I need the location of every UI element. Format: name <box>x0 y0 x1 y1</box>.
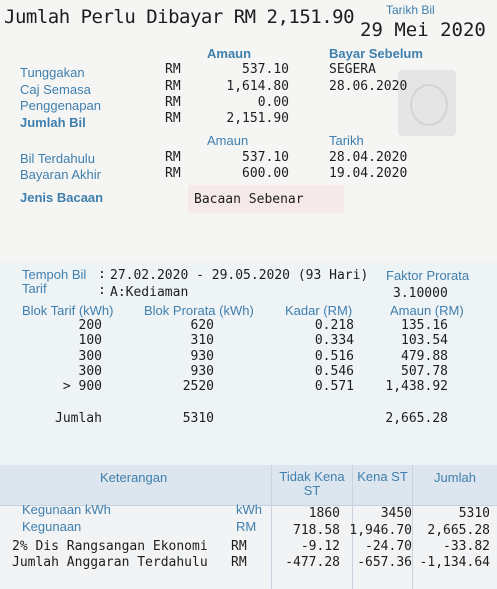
summary-label: Penggenapan <box>20 98 101 113</box>
history-date-header: Tarikh <box>329 133 364 148</box>
rate-rm: 0.516 <box>314 349 354 364</box>
prorata-value: 3.10000 <box>393 286 448 301</box>
tax-row-label: Kegunaan kWh <box>22 502 111 517</box>
taxable-value: 3450 <box>380 506 412 521</box>
block-tariff-kwh: 300 <box>78 349 102 364</box>
total-label: Jumlah <box>55 411 102 426</box>
rate-rm: 0.546 <box>314 364 354 379</box>
period-label: Tempoh Bil <box>22 267 87 282</box>
non-taxable-value: -9.12 <box>300 539 340 554</box>
block-prorata-kwh: 930 <box>190 364 214 379</box>
amount-rm: 507.78 <box>401 364 448 379</box>
history-date: 19.04.2020 <box>329 166 408 181</box>
currency: RM <box>165 166 181 181</box>
bill-date: 29 Mei 2020 <box>360 19 486 41</box>
pay-before-header: Bayar Sebelum <box>329 46 423 61</box>
currency: RM <box>165 62 181 77</box>
reading-type-label: Jenis Bacaan <box>20 190 104 205</box>
block-prorata-kwh: 620 <box>190 318 214 333</box>
taxable-value: -657.36 <box>357 555 412 570</box>
block-prorata-kwh: 310 <box>190 333 214 348</box>
rate-rm: 0.218 <box>314 318 354 333</box>
history-date: 28.04.2020 <box>329 150 408 165</box>
block-prorata-header: Blok Prorata (kWh) <box>144 303 254 318</box>
total-value: 5310 <box>458 506 490 521</box>
block-tariff-kwh: 300 <box>78 364 102 379</box>
non-taxable-value: 1860 <box>308 506 340 521</box>
summary-label: Jumlah Bil <box>20 115 86 130</box>
summary-amount-header: Amaun <box>207 46 252 61</box>
prorata-label: Faktor Prorata <box>386 268 470 283</box>
currency: RM <box>165 95 181 110</box>
amount-rm: 1,438.92 <box>385 379 448 394</box>
amount-rm: 103.54 <box>401 333 448 348</box>
rate-header: Kadar (RM) <box>285 303 353 318</box>
currency: RM <box>165 111 181 126</box>
summary-amount: 1,614.80 <box>226 79 289 94</box>
tax-row-unit: kWh <box>236 502 262 517</box>
summary-amount: 0.00 <box>257 95 289 110</box>
block-prorata-kwh: 930 <box>190 349 214 364</box>
taxable-value: -24.70 <box>365 539 412 554</box>
total-amount: 2,665.28 <box>385 411 448 426</box>
block-prorata-kwh: 2520 <box>182 379 214 394</box>
history-label: Bayaran Akhir <box>20 167 101 182</box>
block-tariff-header: Blok Tarif (kWh) <box>22 303 114 318</box>
total-value: -33.82 <box>443 539 490 554</box>
currency: RM <box>165 79 181 94</box>
history-amount: 537.10 <box>242 150 289 165</box>
total-kwh: 5310 <box>182 411 214 426</box>
summary-amount: 537.10 <box>242 62 289 77</box>
rate-rm: 0.334 <box>314 333 354 348</box>
history-label: Bil Terdahulu <box>20 151 95 166</box>
taxable-header: Kena ST <box>357 469 408 484</box>
tariff-colon: : <box>98 283 106 298</box>
history-amount: 600.00 <box>242 166 289 181</box>
period-colon: : <box>98 267 106 282</box>
tax-row-label: 2% Dis Rangsangan Ekonomi <box>12 539 208 554</box>
bill-date-label: Tarikh Bil <box>386 3 435 17</box>
non-taxable-value: 718.58 <box>293 523 340 538</box>
block-tariff-kwh: 200 <box>78 318 102 333</box>
block-tariff-kwh: > 900 <box>62 379 102 394</box>
tax-row-unit: RM <box>231 539 247 554</box>
total-value: 2,665.28 <box>427 523 490 538</box>
tax-row-unit: RM <box>236 519 257 534</box>
total-header: Jumlah <box>434 470 476 485</box>
tariff-value: A:Kediaman <box>110 285 189 300</box>
summary-extra: SEGERA <box>329 62 376 77</box>
summary-amount: 2,151.90 <box>226 111 289 126</box>
amount-header: Amaun (RM) <box>390 303 464 318</box>
amount-due-title: Jumlah Perlu Dibayar RM 2,151.90 <box>4 6 355 28</box>
non-taxable-value: -477.28 <box>285 555 340 570</box>
rate-rm: 0.571 <box>314 379 354 394</box>
tax-row-label: Kegunaan <box>22 519 82 534</box>
taxable-value: 1,946.70 <box>349 523 412 538</box>
tax-row-unit: RM <box>231 555 247 570</box>
summary-label: Caj Semasa <box>20 82 91 97</box>
description-header: Keterangan <box>100 470 168 485</box>
currency: RM <box>165 150 181 165</box>
summary-extra: 28.06.2020 <box>329 79 408 94</box>
billing-period: 27.02.2020 - 29.05.2020 (93 Hari) <box>110 268 369 283</box>
tariff-label: Tarif <box>22 281 47 296</box>
non-taxable-header: Tidak Kena ST <box>279 469 345 498</box>
block-tariff-kwh: 100 <box>78 333 102 348</box>
total-value: -1,134.64 <box>419 555 490 570</box>
history-amount-header: Amaun <box>207 133 249 148</box>
amount-rm: 479.88 <box>401 349 448 364</box>
reading-type-value: Bacaan Sebenar <box>194 192 304 207</box>
tax-row-label: Jumlah Anggaran Terdahulu <box>12 555 208 570</box>
amount-rm: 135.16 <box>401 318 448 333</box>
summary-label: Tunggakan <box>20 65 85 80</box>
